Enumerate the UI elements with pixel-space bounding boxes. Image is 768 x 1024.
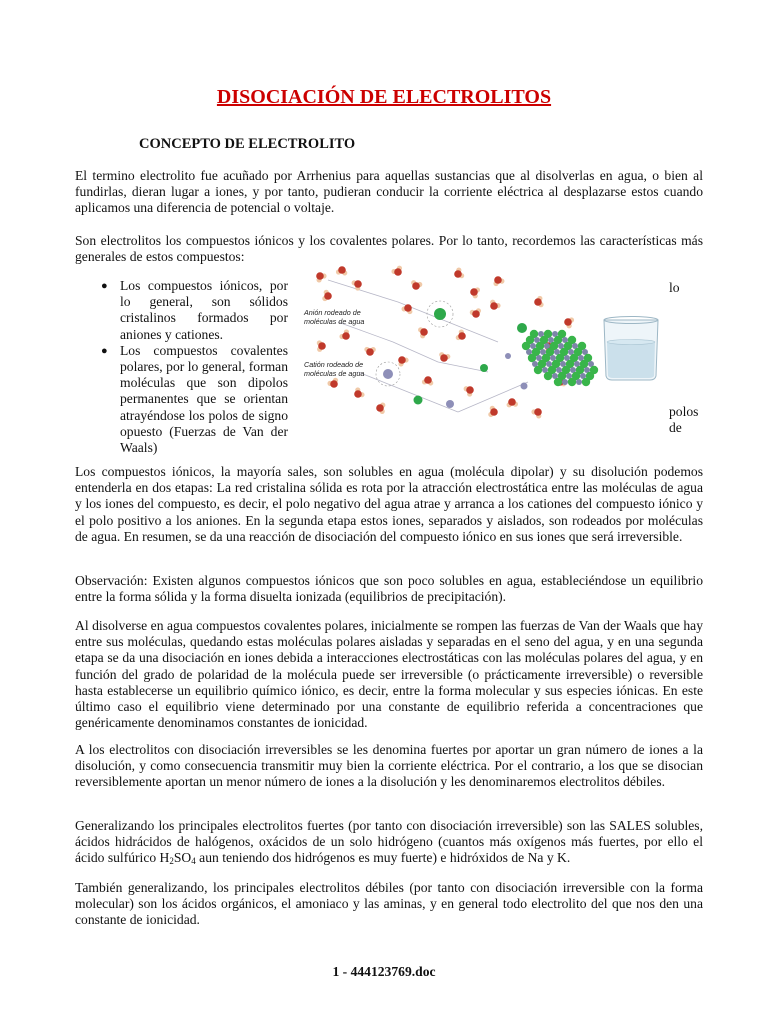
water-molecule [322, 290, 332, 301]
water-molecule [531, 408, 541, 418]
water-molecule [488, 406, 498, 417]
crystal-ion [522, 342, 530, 350]
water-molecule [402, 304, 413, 314]
cation-label-line2: moléculas de agua [304, 369, 365, 378]
anion-cluster [427, 301, 453, 327]
page-footer: 1 - 444123769.doc [332, 964, 436, 979]
document-title: DISOCIACIÓN DE ELECTROLITOS [216, 86, 552, 108]
paragraph-3: Los compuestos iónicos, la mayoría sales, son solubles en agua (molécula dipolar) y su disolución podemos entenderla en dos etapas: La red cristalina sólida es rota por la atracción electrostática entre las moléculas de agua y los iones del compuesto, es decir, el polo negativo del agua atrae y arranca a los cationes del compuesto iónico y el polo positivo a los aniones. En la segunda etapa estos iones, separados y aislados, son rodeados por moléculas de agua. En resumen, se da una reacción de disociación del compuesto iónico en sus iones que será irreversible. [75, 464, 703, 544]
paragraph-8: También generalizando, los principales electrolitos débiles (por tanto con disociación irreversible con la forma molecular) son los ácidos orgánicos, el amoniaco y las aminas, y en general todo electrolito del que nos den una constante de ionicidad. [75, 880, 703, 928]
section-heading: CONCEPTO DE ELECTROLITO [139, 136, 356, 152]
bullet-text: Los compuestos covalentes polares, por lo general, forman moléculas que son dipolos permanentes que se orientan atrayéndose los polos de signo opuesto (Fuerzas de Van der Waals) [120, 342, 288, 456]
crystal-ion [568, 378, 576, 386]
water-molecule [354, 387, 364, 397]
water-molecule [336, 266, 347, 275]
subscript-2: 2 [169, 856, 174, 867]
water-molecule [439, 352, 450, 362]
water-molecule [454, 267, 464, 278]
water-molecule [564, 317, 574, 328]
ionic-crystal [522, 330, 598, 386]
water-molecule [470, 308, 481, 318]
crystal-ion [528, 354, 536, 362]
paragraph-5: Al disolverse en agua compuestos covalentes polares, inicialmente se rompen las fuerzas de Van der Waals que hay entre sus moléculas, quedando estas moléculas polares aisladas y separadas en el seno del agua, y en una segunda etapa se da una disociación en iones debida a interacciones electrostáticas con las moléculas polares del agua, y en función del grado de polaridad de la molécula puede ser irreversible (o prácticamente irreversible) o reversible hasta establecerse un equilibrio químico iónico, es decir, entre la forma molecular y sus especies iónicas. En este último caso el equilibrio viene determinado por una constante de equilibrio referida a concentraciones que genéricamente denominamos constantes de ionicidad. [75, 618, 703, 731]
paragraph-4: Observación: Existen algunos compuestos iónicos que son poco solubles en agua, estableciéndose un equilibrio entre la forma sólida y la forma disuelta ionizada (equilibrios de precipitación). [75, 573, 703, 605]
bullet-side-word: polos [669, 404, 699, 419]
water-molecule [352, 280, 362, 290]
dissolution-illustration [298, 262, 662, 424]
water-molecule [376, 403, 385, 414]
water-molecule [456, 329, 466, 340]
crystal-ion [562, 379, 568, 385]
water-molecule [411, 280, 422, 290]
paragraph-7-text-a: Generalizando los principales electrolitos fuertes (por tanto con disociación irreversible) son las SALES solubles, ácidos hidrácidos de halógenos, oxácidos de un solo hidrógeno (cuantos más oxígenos más fuertes, por ello el ácido sulfúrico H [75, 818, 703, 866]
crystal-ion [534, 366, 542, 374]
anion-label-line1: Anión rodeado de [304, 308, 361, 317]
bullet-icon: ● [101, 344, 108, 357]
crystal-ion [576, 379, 582, 385]
water-molecule [507, 398, 518, 407]
anion-label-line2: moléculas de agua [304, 317, 365, 326]
crystal-ion [582, 378, 590, 386]
bullet-side-word: de [669, 420, 682, 435]
crystal-ion [544, 372, 552, 380]
water-molecule [534, 296, 543, 307]
water-molecule [422, 376, 433, 385]
paragraph-1: El termino electrolito fue acuñado por Arrhenius para aquellas sustancias que al disolverlas en agua, o bien al fundirlas, dieran lugar a iones, y por tanto, pudieran conducir la corriente eléctrica al desplazarse estos cuando aplicamos una diferencia de potencial o voltaje. [75, 168, 703, 216]
water-molecule [493, 276, 504, 286]
water-molecule [398, 356, 408, 366]
water-molecule [317, 340, 326, 351]
water-molecule [327, 378, 338, 388]
paragraph-6: A los electrolitos con disociación irreversibles se les denomina fuertes por aportar un gran número de iones a la disolución, y como consecuencia transmitir muy bien la corriente eléctrica. Por el contrario, a los que se disocian reversiblemente aportan un menor número de iones a la disolución y les denominaremos electrolitos débiles. [75, 742, 703, 790]
paragraph-7-text-c: aun teniendo dos hidrógenos es muy fuerte) e hidróxidos de Na y K. [195, 850, 571, 866]
bullet-text: Los compuestos iónicos, por lo general, son sólidos cristalinos formados por aniones y cationes. [120, 278, 288, 342]
crystal-ion [554, 378, 562, 386]
bullet-icon: ● [101, 280, 108, 292]
water-molecule [490, 300, 500, 310]
paragraph-7 [75, 818, 703, 867]
bullet-side-word: lo [669, 280, 680, 295]
water-molecule [391, 266, 402, 276]
water-molecule [364, 347, 375, 356]
subscript-4: 4 [191, 856, 196, 867]
water-molecule [316, 272, 326, 282]
water-molecule [339, 329, 349, 339]
paragraph-7-text-b: SO [173, 850, 192, 866]
water-molecule [464, 386, 474, 396]
cation-label-line1: Catión rodeado de [304, 360, 364, 369]
water-molecule [470, 287, 480, 298]
water-molecule [418, 327, 428, 338]
beaker-icon [604, 317, 658, 381]
paragraph-2: Son electrolitos los compuestos iónicos y los covalentes polares. Por lo tanto, recordemos las características más generales de estos compuestos: [75, 233, 703, 265]
